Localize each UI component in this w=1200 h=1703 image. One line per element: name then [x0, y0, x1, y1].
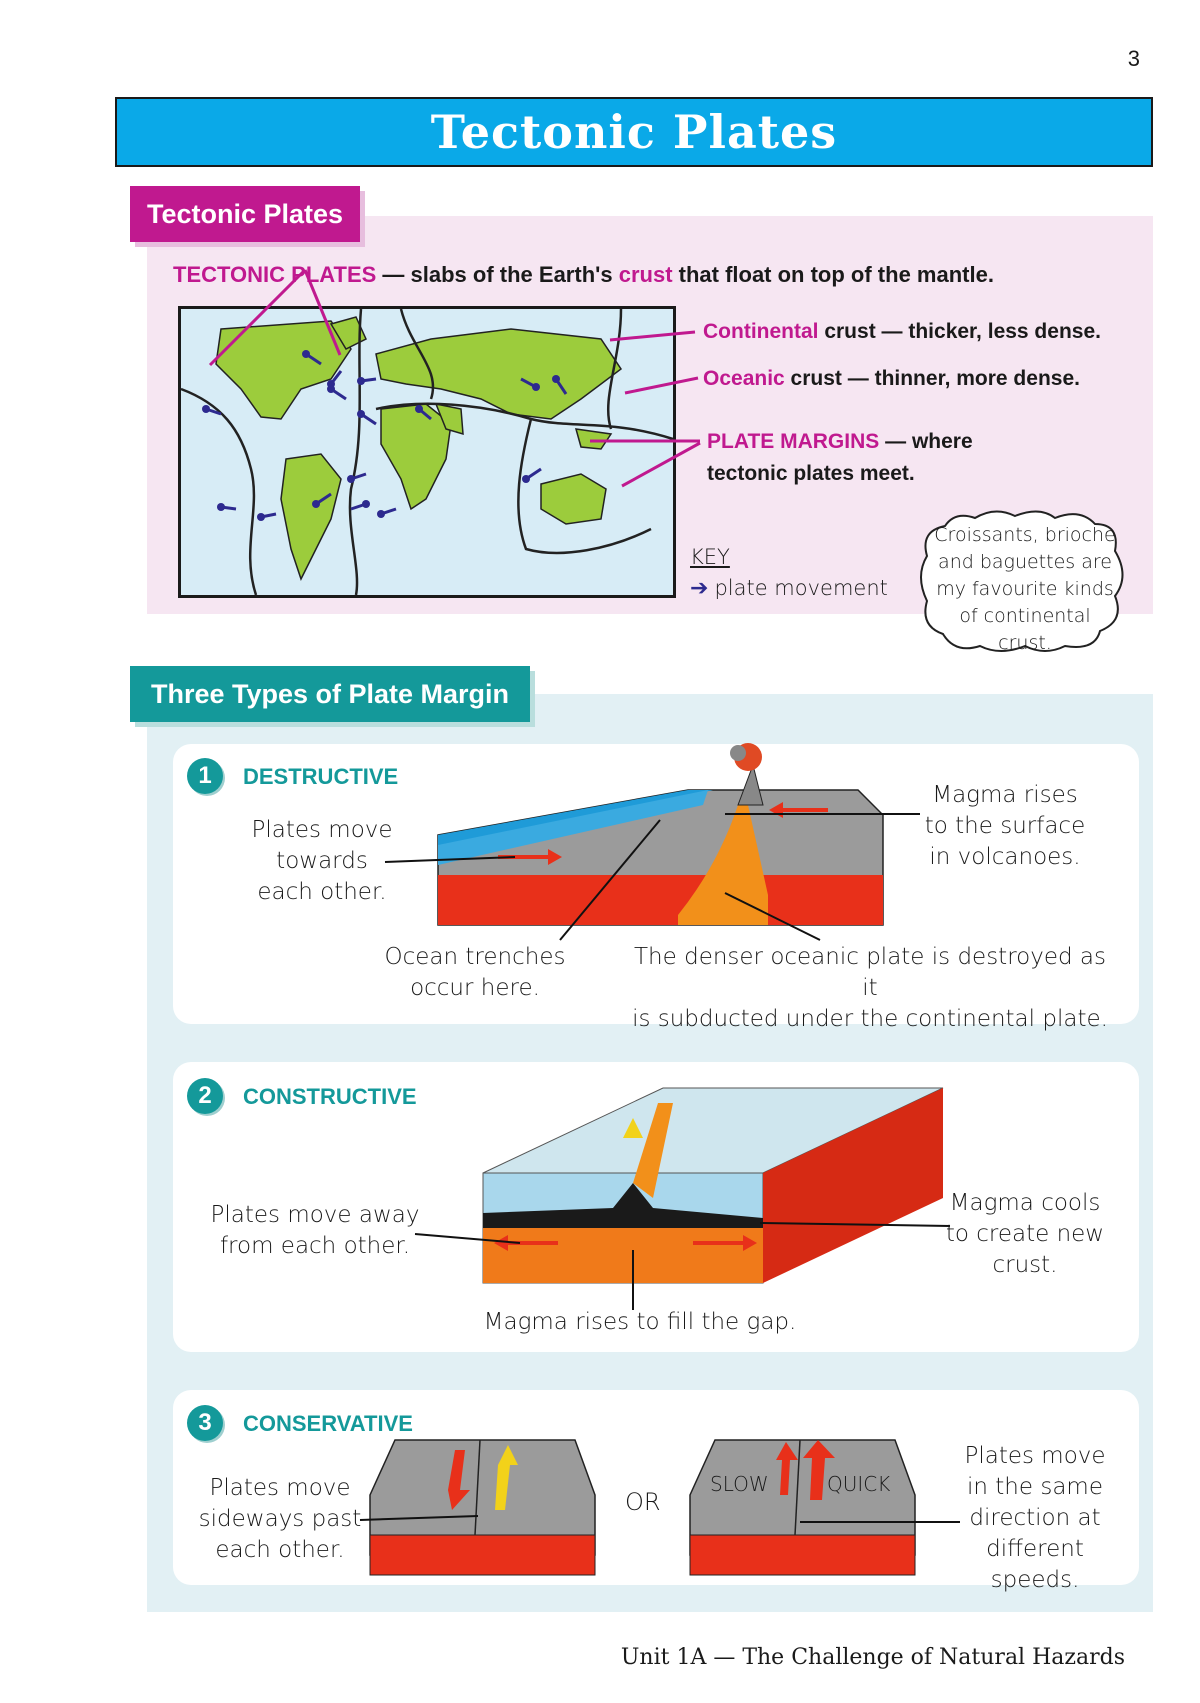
note-line: Ocean trenches — [384, 944, 566, 970]
note-line: towards — [276, 848, 368, 874]
note-line: crust. — [992, 1252, 1058, 1278]
section-heading-tectonic-plates: Tectonic Plates — [130, 186, 360, 242]
note-line: occur here. — [410, 975, 540, 1001]
note-line: is subducted under the continental plate. — [632, 1006, 1108, 1032]
key-title: KEY — [690, 545, 730, 569]
note-line: each other. — [257, 879, 387, 905]
section-heading-plate-margins: Three Types of Plate Margin — [130, 666, 530, 722]
panel-title: CONSERVATIVE — [243, 1411, 413, 1436]
note-line: in the same — [967, 1474, 1103, 1500]
bubble-line: Croissants, brioche — [934, 524, 1116, 546]
quick-label: QUICK — [827, 1472, 891, 1496]
note-line: each other. — [215, 1537, 345, 1563]
slow-label: SLOW — [710, 1472, 769, 1496]
definition-crust: crust — [618, 262, 673, 287]
bubble-line: of continental crust. — [959, 605, 1091, 654]
conservative-left-note — [195, 1473, 365, 1566]
panel-number: 3 — [187, 1405, 223, 1441]
plate-margins-text-2: tectonic plates meet. — [707, 462, 915, 485]
note-line: to create new — [945, 1221, 1105, 1247]
panel-title: CONSTRUCTIVE — [243, 1084, 417, 1109]
plate-margins-text: — where — [879, 430, 973, 453]
note-line: Plates move — [209, 1475, 351, 1501]
definition-text-b: that float on top of the mantle. — [672, 262, 994, 287]
note-line: to the surface — [924, 813, 1086, 839]
oceanic-text: crust — thinner, more dense. — [784, 367, 1080, 390]
key-arrow-icon: ➔ — [690, 575, 709, 600]
or-text: OR — [625, 1488, 661, 1516]
oceanic-word: Oceanic — [703, 367, 785, 390]
bubble-line: and baguettes are — [938, 551, 1112, 573]
footer: Unit 1A — The Challenge of Natural Hazards — [620, 1645, 1125, 1670]
bubble-line: my favourite kinds — [936, 578, 1114, 600]
panel-title: DESTRUCTIVE — [243, 764, 399, 789]
constructive-bottom-note: Magma rises to fill the gap. — [483, 1309, 797, 1335]
conservative-right-note — [945, 1441, 1125, 1596]
page-number: 3 — [1127, 46, 1140, 71]
note-line: from each other. — [219, 1233, 411, 1259]
note-line: Plates move away — [210, 1202, 420, 1228]
note-line: different speeds. — [986, 1536, 1084, 1593]
definition-text-a: — slabs of the Earth's — [376, 262, 619, 287]
note-line: Plates move — [964, 1443, 1106, 1469]
page-title: Tectonic Plates — [430, 105, 838, 159]
continental-word: Continental — [703, 320, 819, 343]
panel-number: 1 — [187, 758, 223, 794]
plate-margins-word: PLATE MARGINS — [707, 430, 880, 453]
note-line: direction at — [969, 1505, 1101, 1531]
note-line: sideways past — [198, 1506, 362, 1532]
note-line: The denser oceanic plate is destroyed as it — [634, 944, 1106, 1001]
note-line: Magma cools — [949, 1190, 1101, 1216]
continental-text: crust — thicker, less dense. — [818, 320, 1101, 343]
key-item-label: plate movement — [714, 576, 888, 600]
note-line: Plates move — [251, 817, 393, 843]
note-line: Magma rises — [932, 782, 1078, 808]
definition-term: TECTONIC PLATES — [173, 262, 377, 287]
note-line: in volcanoes. — [929, 844, 1081, 870]
panel-number: 2 — [187, 1078, 223, 1114]
